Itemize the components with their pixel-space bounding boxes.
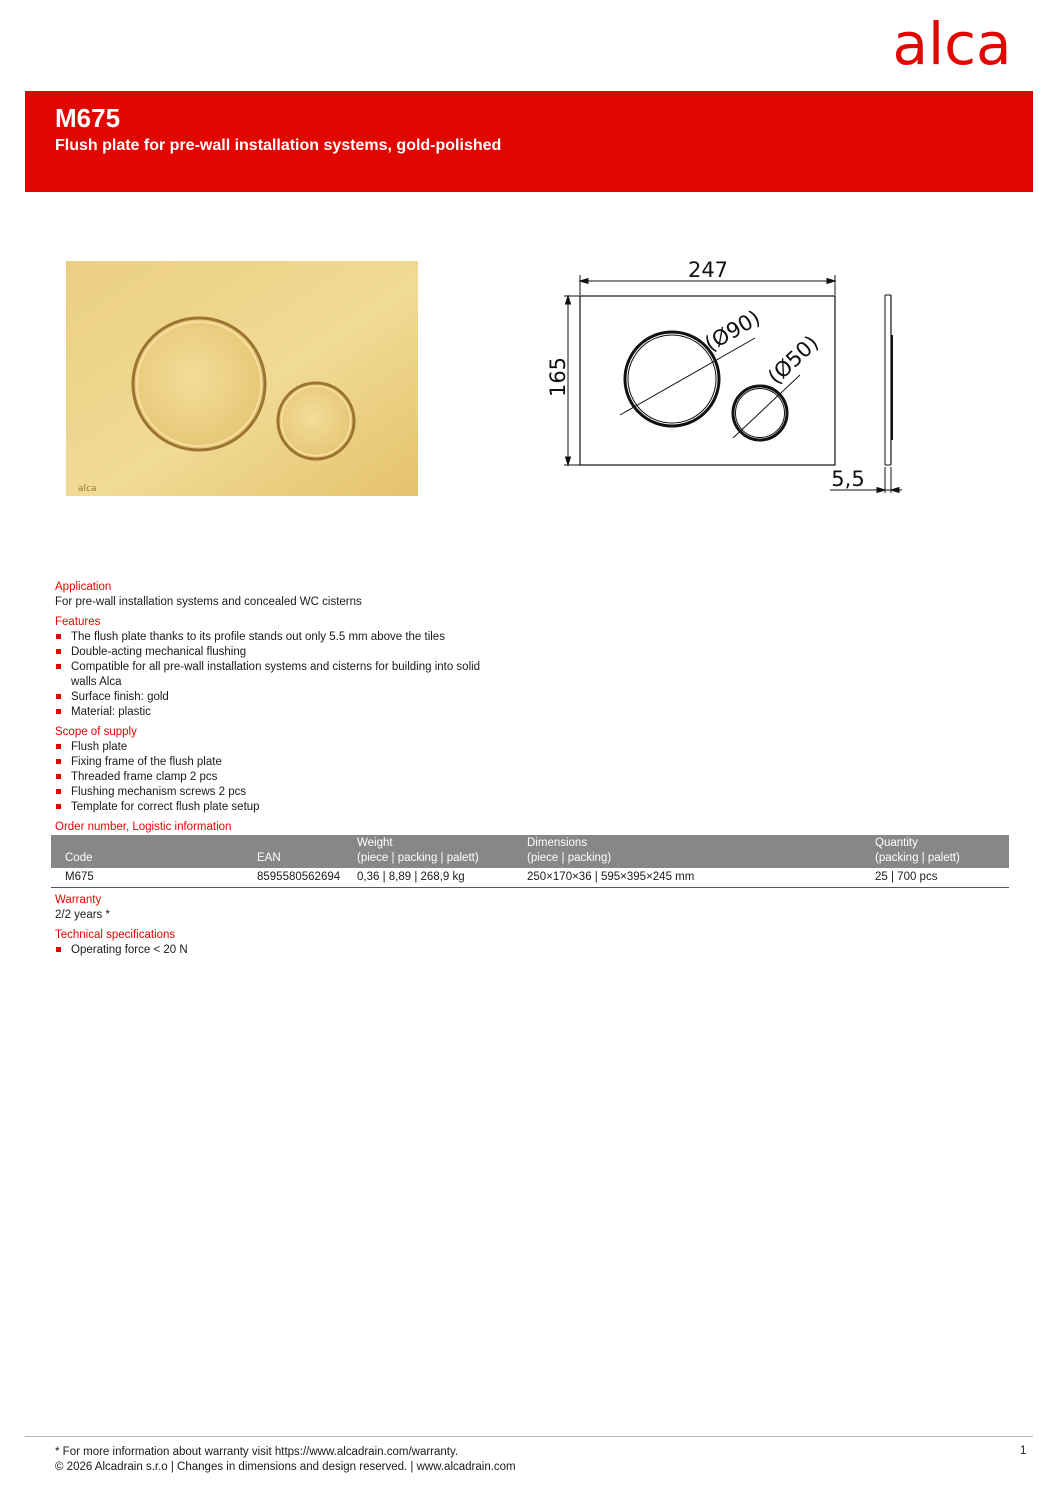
list-item: Double-acting mechanical flushing xyxy=(55,645,501,660)
dim-depth: 5,5 xyxy=(831,467,865,491)
product-code: M675 xyxy=(55,103,121,133)
col-ean: EAN xyxy=(251,835,351,868)
cell-code: M675 xyxy=(51,868,251,888)
footer-divider xyxy=(25,1436,1033,1437)
spec-content xyxy=(55,580,1015,958)
col-code: Code xyxy=(51,835,251,868)
header-banner xyxy=(25,91,1033,192)
list-item: The flush plate thanks to its profile stands out only 5.5 mm above the tiles xyxy=(55,630,501,645)
cell-ean: 8595580562694 xyxy=(251,868,351,888)
list-item: Fixing frame of the flush plate xyxy=(55,755,1015,770)
list-item: Flush plate xyxy=(55,740,1015,755)
page-number: 1 xyxy=(1020,1445,1027,1457)
svg-text:alca: alca xyxy=(892,14,1012,74)
cell-weight: 0,36 | 8,89 | 268,9 kg xyxy=(351,868,521,888)
scope-list xyxy=(55,740,1015,815)
application-text: For pre-wall installation systems and concealed WC cisterns xyxy=(55,596,362,608)
col-dimensions: Dimensions (piece | packing) xyxy=(521,835,869,868)
dim-small-diameter: (Ø50) xyxy=(763,330,824,389)
warranty-title: Warranty xyxy=(55,894,102,906)
photo-imprint: alca xyxy=(78,484,97,494)
list-item: Material: plastic xyxy=(55,705,501,720)
cell-dimensions: 250×170×36 | 595×395×245 mm xyxy=(521,868,869,888)
scope-title: Scope of supply xyxy=(55,726,137,738)
cell-quantity: 25 | 700 pcs xyxy=(869,868,1009,888)
footer-warranty-note: * For more information about warranty visit https://www.alcadrain.com/warranty. xyxy=(55,1446,459,1458)
alca-logo xyxy=(866,14,1038,74)
list-item: Flushing mechanism screws 2 pcs xyxy=(55,785,1015,800)
tech-list xyxy=(55,943,1015,958)
list-item: Compatible for all pre-wall installation systems and cisterns for building into solid walls Alca xyxy=(55,660,501,690)
table-row xyxy=(51,868,1009,888)
product-subtitle: Flush plate for pre-wall installation systems, gold-polished xyxy=(55,137,502,154)
dim-height: 165 xyxy=(546,356,570,398)
list-item: Threaded frame clamp 2 pcs xyxy=(55,770,1015,785)
order-title: Order number, Logistic information xyxy=(55,821,232,833)
table-header-row xyxy=(51,835,1009,868)
list-item: Surface finish: gold xyxy=(55,690,501,705)
application-title: Application xyxy=(55,581,112,593)
features-title: Features xyxy=(55,616,101,628)
col-weight: Weight (piece | packing | palett) xyxy=(351,835,521,868)
col-quantity: Quantity (packing | palett) xyxy=(869,835,1009,868)
tech-title: Technical specifications xyxy=(55,929,176,941)
dim-big-diameter: (Ø90) xyxy=(700,305,765,357)
features-list xyxy=(55,630,1015,720)
footer-copyright: © 2026 Alcadrain s.r.o | Changes in dimensions and design reserved. | www.alcadrain.com xyxy=(55,1461,516,1473)
order-table xyxy=(51,835,1009,888)
technical-drawing xyxy=(540,255,920,500)
warranty-text: 2/2 years * xyxy=(55,909,110,921)
list-item: Operating force < 20 N xyxy=(55,943,1015,958)
dim-width: 247 xyxy=(687,258,729,282)
footer xyxy=(55,1445,516,1475)
list-item: Template for correct flush plate setup xyxy=(55,800,1015,815)
product-photo xyxy=(66,261,418,496)
